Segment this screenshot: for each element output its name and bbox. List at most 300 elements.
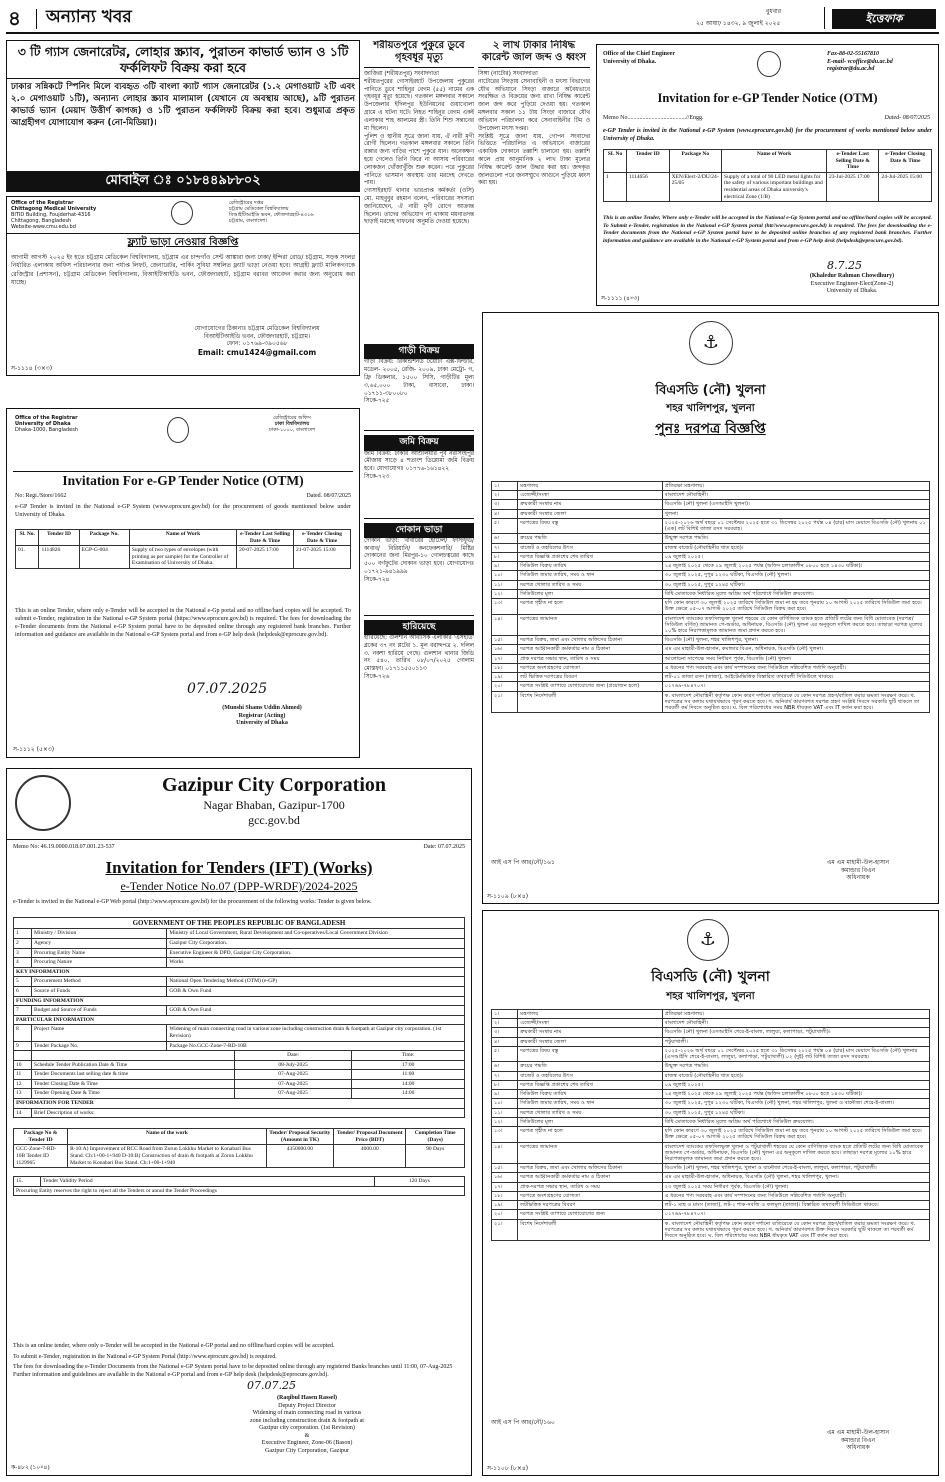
gas-ad-headline: ৩ টি গ্যাস জেনারেটর, লোহার স্ক্র্যাব, পুরাতন কাভার্ড ভ্যান ও ১টি ফর্কলিফট বিক্রয় করা হবে — [7, 41, 359, 79]
du-eng-intro: e-GP Tender is invited in the National e-GP System (www.eprocure.gov.bd) for the procurement of works mentioned below under University of Dhaka. — [603, 128, 932, 143]
cmu-ad-code: স-১১১৪ (৩×৩) — [11, 364, 53, 372]
gcc-section-header: KEY INFORMATION — [14, 967, 465, 977]
gcc-info-cell: 5 — [14, 977, 32, 987]
du-store-dated: Dated. 08/07/2025 — [306, 493, 351, 499]
bsd1-cell: দরপত্র সংশ্লিষ্ট ব্যাপারে যোগাযোগের জন্য (প্রয়োজন হলে) — [518, 682, 663, 691]
bsd1-cell: দরপত্র বিজ্ঞপ্তি প্রকাশের শেষ তারিখ — [518, 552, 663, 561]
gcc-info-cell: Widening of main connecting road in various zone including construction drain & footpath at Gazipur city corporation. (1st Revision) — [167, 1025, 465, 1041]
gcc-section-header: FUNDING INFORMATION — [14, 996, 465, 1006]
news-headline-1: শরীয়তপুরে পুকুরে ডুবে গৃহবধূর মৃত্যু — [364, 40, 474, 68]
table-row — [492, 1164, 930, 1173]
bsd2-cell: ১০। — [492, 1099, 518, 1108]
du-engineer-tender-notice — [596, 44, 939, 306]
table-row — [492, 509, 930, 518]
news-headline-2: ২ লাখ টাকার নিষিদ্ধ কারেন্ট জাল জব্দ ও ধ্বংস — [478, 40, 590, 68]
du-store-td-1: 1114826 — [39, 546, 79, 569]
table-row — [492, 663, 930, 672]
bsd2-cell: ৯। — [492, 1090, 518, 1099]
table-row — [492, 1173, 930, 1182]
table-row — [492, 1037, 930, 1046]
du-store-table — [15, 529, 351, 569]
bsd2-signer: এম এম মাহামী-উল-হাসান — [826, 1429, 890, 1436]
table-row — [492, 1010, 930, 1019]
gcc-date-cell: 07-Aug-2025 — [234, 1089, 351, 1099]
news-story-2: সিঙ্গা (নাটোর) সংবাদদাতা নাটোরের সিংড়ায় সেনাবাহিনী ও মৎস্য বিভাগের যৌথ অভিযানে সিংড়া বাজারে অবৈধভাবে সংরক্ষিত ও বিক্রয়ের জন্য রাখা নিষিদ্ধ কারেন্ট জাল জব্দ করে পুড়িয়ে দেওয়া হয়। গতকাল মঙ্গলবার সকাল ১১ টায় সিংড়া বাজারে যৌথ অভিযান পরিচালনা করে সেনাবাহিনীর টিম ও উপজেলা মৎস্য দপ্তর। সংশ্লিষ্ট সূত্রে জানা যায়, গোপন সংবাদের ভিত্তিতে পরিচালিত এ অভিযানে বাজারের একাধিক দোকানে তল্লাশি চালানো হয়। তল্লাশি কালে প্রায় আনুমানিক ২ লাখ টাকা মূল্যের নিষিদ্ধ কারেন্ট জাল উদ্ধার করা হয়। জব্দকৃত জালগুলো পরে জনসম্মুখে আগুনে পুড়িয়ে ধ্বংস করা হয়। — [478, 71, 590, 187]
gcc-addr: Nagar Bhaban, Gazipur-1700 — [203, 798, 345, 812]
bsd2-signer-title-1: অধিনায়ক — [846, 1444, 870, 1451]
table-row — [14, 1060, 465, 1070]
gcc-note-2: To submit e-Tender, registration in the National e-GP System Portal (http://www.eprocure.gov.bd) is required. — [13, 1353, 277, 1360]
bsd1-cell: সিডিউল বিক্রয় তারিখ — [518, 562, 663, 571]
du-eng-td-2: XEN/Elect-2/DU/24-25/05 — [669, 172, 721, 201]
gcc-info-cell: Ministry / Division — [32, 929, 167, 939]
cmu-office-en-2: BITID Building, Foujderhat-4316 — [11, 212, 91, 218]
bsd2-cell: বিধি মোতাবেক নির্ধারিত মূল্যে অগ্রিম অর্থ পরিশোধে সিডিউল ক্রয়যোগ্য। — [662, 1117, 929, 1126]
navy-anchor-icon-2: ⚓ — [687, 919, 729, 961]
bsd1-cell: এ ধরনের পণ্য সরবরাহ এবং কার্য সম্পাদনের জন্য সিডিউলে সন্নিবেশিত শর্তাদি অনুযায়ী। — [662, 663, 929, 672]
gcc-work-td-0: GCC-Zone-7-RD-10B Tender ID 1129965 — [14, 1145, 68, 1168]
bsd2-cell: দরপত্রের জামানত — [518, 1142, 663, 1164]
cmu-office-en-0: Office of the Registrar — [11, 200, 74, 206]
bsd2-cell: রাজস্ব বাজেট (নৌবাহিনীর খাত হতে)। — [662, 1071, 929, 1080]
du-eng-email2: registrar@du.ac.bd — [827, 66, 875, 72]
gcc-info-title: INFORMATION FOR TENDER — [14, 1099, 465, 1109]
bsd2-cell: এ ধরনের পণ্য সরবরাহ এবং কার্য সম্পাদনের জন্য সিডিউলে সন্নিবেশিত শর্তাদি অনুযায়ী। — [662, 1191, 929, 1200]
bsd1-cell: ৬। — [492, 534, 518, 543]
gcc-info-cell: Gazipur City Corporation. — [167, 938, 465, 948]
bsd2-cell: ৫। — [492, 1046, 518, 1061]
table-row — [492, 1019, 930, 1028]
bsd2-cell: বাজেট ও তহবিলের উৎস — [518, 1071, 663, 1080]
bsd1-cell: উন্মুক্ত দরপত্র পদ্ধতি। — [662, 534, 929, 543]
bsd1-cell: বিএসডি (নৌ) খুলনা, শহর খালিশপুর, খুলনা। — [662, 636, 929, 645]
bsd2-cell: যদি কোন কারণে ৩০ জুলাই ২০২৫ তারিখে সিডিউল জমা না হয় তবে পুনরায় ১০ আগস্ট ২০২৫ তারিখে সিডিউল জমা হবে। উক্ত ক্ষেত্রে ০৫-০৭ আগস্ট ২০২৫ তারিখে সিডিউল বিক্রয় করা হবে। — [662, 1127, 929, 1142]
table-row — [492, 1099, 930, 1108]
bsd2-cell: ক্রয়কারী সংস্থার জেলা — [518, 1037, 663, 1046]
gcc-site: gcc.gov.bd — [248, 813, 300, 827]
gcc-info-cell: Agency — [32, 938, 167, 948]
cmu-seal-icon — [171, 201, 193, 225]
bsd1-cell: বাংলাদেশ ব্যাংকের তফসিলভুক্ত খুলনা শহরের যে কোন বাণিজ্যিক ব্যাংক হতে প্রতিটি লটের জন্য বিধি মোতাবেক (দরপত্র/সিডিউল বর্ণিত) জামানত পে-অর্ডার, অধিনায়ক, বিএসডি (নৌ) খুলনা এর অনুকূলে দাখিল করতে হবে। তাছাড়া দরপত্র মূল্যের ১০% হারে নিরাপত্তামূলক জামানত জমা প্রদান করতে হবে। — [662, 614, 929, 636]
du-store-office-bn-0: রেজিস্ট্রারের অফিস — [273, 415, 311, 421]
table-row — [14, 1025, 465, 1041]
table-row — [492, 1142, 930, 1164]
bsd1-ref: আই এস পি আর/নৌ/১৬১ — [491, 859, 555, 866]
table-row — [14, 929, 465, 939]
bsd1-cell: ১০। — [492, 571, 518, 580]
du-eng-td-5: 24-Jul-2025 15:00 — [879, 172, 932, 201]
land-sale-text: জমি বিক্রয়: ঢাকার আশুলিয়ার পূর্ব নরসিংহপুর মৌজায় সাড়ে ৪ শতাংশ ডিপ্লোমা জমি বিক্রয় হবে। যোগাযোগঃ ০১৭৭৬-১৬১৪২২ সিকে-৭২৩ — [364, 451, 474, 519]
gcc-work-th-1: Name of the work — [68, 1129, 266, 1145]
gcc-date-cell: Tender Opening Date & Time — [32, 1089, 235, 1099]
table-row — [492, 571, 930, 580]
gcc-date-head-0: Date: — [234, 1051, 351, 1061]
bsd1-title: পুনঃ দরপত্র বিজ্ঞপ্তি — [655, 421, 766, 437]
table-row — [14, 1145, 465, 1168]
du-store-signer-title-0: Registrar (Acting) — [238, 712, 286, 719]
gazipur-city-tender-notice — [6, 768, 472, 1476]
table-row — [492, 491, 930, 500]
bsd1-cell: ১৪। — [492, 614, 518, 636]
du-eng-title: Invitation for e-GP Tender Notice (OTM) — [657, 91, 878, 105]
du-eng-fax: Fax-88-02-55167810 — [827, 51, 879, 57]
table-row — [492, 534, 930, 543]
du-eng-office-0: Office of the Chief Engineer — [603, 51, 675, 57]
du-eng-signer-title-0: Executive Engineer-Elect(Zone-2) — [810, 280, 894, 287]
bsd1-code: স-১১০৯ (৮×৪) — [487, 892, 529, 900]
du-eng-th-5: e-Tender Closing Date & Time — [879, 150, 932, 173]
du-eng-td-1: 1114656 — [626, 172, 669, 201]
gcc-info-cell: Procuring Entity Name — [32, 948, 167, 958]
bsd-khulna-retender-notice — [482, 312, 939, 904]
gcc-info-cell: Procurement Method — [32, 977, 167, 987]
du-eng-office-1: University of Dhaka. — [603, 58, 657, 65]
table-row — [492, 500, 930, 509]
gcc-intro: e-Tender is invited in the National e-GP Web portal (http://www.eprocure.gov.bd) for the procurement of the following works: Tender is given below. — [13, 899, 372, 905]
du-store-seal-icon — [167, 417, 189, 443]
bsd2-cell: বাংলাদেশ নৌবাহিনী। — [662, 1019, 929, 1028]
bsd1-cell: ২। — [492, 491, 518, 500]
cmu-contact-label: যোগাযোগের ঠিকানাঃ চট্টগ্রাম মেডিকেল বিশ্ববিদ্যালয় — [194, 325, 320, 332]
bsd2-cell: ক. বাংলাদেশ নৌবাহিনী কর্তৃপক্ষ কোন কারণ দর্শানো ব্যতিরেকে যে কোন দরপত্র গ্রহণ/বাতিল করার ক্ষমতা সংরক্ষণ করে। খ. দরপত্রের সব কলাম যথাযথভাবে পূরণ করতে হবে। গ. অনিবার্য কারণবশত উক্ত দিবসে সরকারি ছুটি থাকলে তা পরবর্তী কর্ম দিবসে অনুষ্ঠিত হবে। ঘ. বিল পরিশোধের সময় NBR র্ধাযকৃত VAT এবং IT কর্তন করা হবে। — [662, 1219, 929, 1241]
gcc-info-cell: Project Name — [32, 1025, 167, 1041]
table-row — [492, 654, 930, 663]
table-row — [14, 996, 465, 1006]
bsd2-cell: ২। — [492, 1019, 518, 1028]
bsd1-cell: দরপত্র বিক্রয়, জমা এবং খোলার অফিসের ঠিকানা — [518, 636, 663, 645]
bsd2-cell: ১। — [492, 1010, 518, 1019]
bsd2-cell: ৪। — [492, 1037, 518, 1046]
news-column-2 — [478, 40, 590, 304]
bsd1-table — [491, 481, 930, 713]
bsd2-signer-title-0: কমান্ডার বিএন — [840, 1436, 876, 1444]
gas-ad-mobile: মোবাইল ঃ ০১৮৪৪৯৮৮০২ — [7, 171, 359, 191]
bsd1-cell: দরপত্র গৃহীত না হলে — [518, 599, 663, 614]
bsd1-cell: ৩০ জুলাই ২০২৫, দুপুর ১২৪৫ ঘটিকা। — [662, 580, 929, 589]
du-eng-td-3: Supply of a total of 90 LED metal lights for the safety of various important buildings and residential areas of Dhaka university's electrical Zone (1/B) — [722, 172, 827, 201]
bsd1-cell: ১৬। — [492, 645, 518, 654]
table-row — [14, 1015, 465, 1025]
news-story-1: জাজিরা (শরীয়তপুর) সংবাদদাতা শরীয়তপুরের গোসাইরহাট উপজেলায় পুকুরের পানিতে ডুবে শাহিনুর বেগম (৫৫) নামের এক গৃহবধূর মৃত্যু হয়েছে। গতকাল মঙ্গলবার সকালে উপজেলার ইদিলপুর ইউনিয়নের গুয়াখোলা গ্রামে এ ঘটনা ঘটে। নিহত শাহিনুর বেগম একই এলাকার শাহ আলমের স্ত্রী। তিনি শিশু সন্তানের মা ছিলেন। পুলিশ ও স্থানীয় সূত্রে জানা যায়, ঐ নারী মৃগী রোগী ছিলেন। গতকাল মঙ্গলবার সকালে তিনি রান্নার জন্য বাড়ির পাশে পুকুরে যান। অনেকক্ষণ হয়ে গেলেও তিনি ফিরে না আসায় পরিবারের লোকজন খোঁজাখুঁজি শুরু করেন। পরে পুকুরের পানিতে ভাসমান অবস্থায় তার মরদেহ দেখতে পায়। গোসাইরহাট থানার ভারপ্রাপ্ত কর্মকর্তা (ওসি) মো. মাহবুবুর রহমান বলেন, পরিবারের সদস্যরা জানিয়েছেন, ঐ নারী মৃগী রোগে আক্রান্ত ছিলেন। তাদের অভিযোগ না থাকায় ময়নাতদন্ত ছাড়াই মরদেহ দাফনের অনুমতি দেওয়া হয়েছে। — [364, 71, 474, 226]
gcc-info-cell: Ministry of Local Government, Rural Development and Co-operatives/Local Government Division — [167, 929, 465, 939]
du-eng-td-0: 1 — [604, 172, 627, 201]
table-row — [492, 1028, 930, 1037]
gcc-work-td-4: 90 Days — [406, 1145, 465, 1168]
table-row — [492, 636, 930, 645]
gcc-validity-value: 120 Days — [374, 1177, 464, 1187]
gcc-date-cell: 13 — [14, 1089, 32, 1099]
gcc-info-cell: 1 — [14, 929, 32, 939]
bsd1-cell: ০৯ জুলাই ২০২৫। — [662, 552, 929, 561]
table-row — [492, 580, 930, 589]
gcc-signer-1: Widening of main connecting road in various — [252, 1410, 362, 1416]
bsd1-signer: এম এম মাহামী-উল-হাসান — [826, 859, 890, 866]
gcc-signer: (Raqibul Hasen Rassel) — [276, 1395, 337, 1401]
shop-rent-text: দোকান ভাড়া: খাবারের হোটেল/ ফাস্টফুড/ কাবাব/ বিরিয়ানি/ কনফেকশনারি/ মিষ্টির দোকানের জন্য মিরপুর-১০ গোলচত্বরের কাছে ৫০০ বর্গফুটের দোকান ভাড়া হবে। যোগাযোগঃ ০১৭২১-৯৪১৯৯৯ সিকে-৭২৪ — [364, 538, 474, 616]
gcc-info-cell: Source of Funds — [32, 986, 167, 996]
bsd1-signer-title-1: অধিনায়ক — [846, 874, 870, 881]
du-store-office-1: University of Dhaka — [15, 421, 71, 427]
gcc-info-cell: Budget and Source of Funds — [32, 1006, 167, 1016]
table-row — [492, 518, 930, 533]
gcc-date-cell: Tender Closing Date & Time — [32, 1079, 235, 1089]
bsd1-cell: দরপত্রে অংশগ্রহণের যোগ্যতা — [518, 663, 663, 672]
gcc-info-table — [13, 917, 465, 1051]
bsd2-cell: ১১। — [492, 1108, 518, 1117]
page-header — [6, 4, 939, 34]
gcc-note-1: This is an online tender, where only e-Tender will be accepted in the National e-GP portal and no offline/hard copies will be accepted. — [13, 1343, 335, 1349]
gcc-work-th-4: Completion Time (Days) — [406, 1129, 465, 1145]
bsd2-cell: উন্মুক্ত দরপত্র পদ্ধতি। — [662, 1062, 929, 1071]
bsd1-cell: ২০। — [492, 682, 518, 691]
table-row — [14, 1070, 465, 1080]
gcc-signer-5: Executive Engineer, Zone-06 (Bason) — [261, 1440, 353, 1446]
bsd2-cell: ক্রয়ের পদ্ধতি — [518, 1062, 663, 1071]
bsd1-cell: ১৩। — [492, 599, 518, 614]
du-store-th-1: Tender ID — [39, 530, 79, 546]
bsd1-cell: ০১৭৬৯-৭৮৪৭০৭। — [662, 682, 929, 691]
bsd2-cell: ১৫। — [492, 1164, 518, 1173]
table-row — [14, 1089, 465, 1099]
shop-rent-title: দোকান ভাড়া — [364, 523, 474, 538]
bsd2-cell: ৩। — [492, 1028, 518, 1037]
bsd2-cell: দরপত্র আহ্বানকারী কর্মকর্তার নাম ও ঠিকানা — [518, 1173, 663, 1182]
gcc-info-cell: GOB & Own Fund — [167, 986, 465, 996]
bsd2-cell: ০১৭৬৯-৭৮৪৭০৭। — [662, 1210, 929, 1219]
table-row — [492, 1046, 930, 1061]
du-store-signature: 07.07.2025 — [187, 681, 268, 697]
du-store-td-5: 21-07-2025 15:00 — [294, 546, 351, 569]
table-row — [492, 1210, 930, 1219]
bsd2-cell: ২০। — [492, 1210, 518, 1219]
bsd1-cell: বিধি মোতাবেক নির্ধারিত মূল্যে অগ্রিম অর্থ পরিশোধে সিডিউল ক্রয়যোগ্য। — [662, 589, 929, 598]
cmu-phone: ফোন: ০১৭৬৯-৩৯০৫৬৮ — [226, 340, 288, 347]
gcc-signer-2: zone including construction drain & footpath at — [250, 1417, 364, 1424]
bsd1-cell: মন্ত্রণালয় — [518, 482, 663, 491]
bsd2-cell: ১৮। — [492, 1191, 518, 1200]
bsd2-cell: এজেন্সী/সংস্থা — [518, 1019, 663, 1028]
bsd1-cell: ১৪ জুলাই ২০২৫ থেকে ২৯ জুলাই ২০২৫ পর্যন্ত (অফিস চলাকালীন ০৮০০ হতে ১৪৩০ ঘটিকা)। — [662, 562, 929, 571]
bsd1-cell: ৯। — [492, 562, 518, 571]
bsd2-cell: সিডিউল জমার তারিখ, সময় ও স্থান — [518, 1099, 663, 1108]
table-row — [492, 562, 930, 571]
bsd2-cell: বাংলাদেশ ব্যাংকের তফসিলভুক্ত খুলনা ও পটুয়াখালী শহরের যে কোন বাণিজ্যিক ব্যাংক হতে প্রতিটি লটের জন্য বিধি মোতাবেক জামানত পে-অর্ডার, অধিনায়ক, বিএসডি (নৌ) খুলনা এর অনুকূলে দাখিল করতে হবে। তাছাড়া দরপত্র মূল্যের ১০% হারে নিরাপত্তামূলক জামানত জমা প্রদান করতে হবে। — [662, 1142, 929, 1164]
gcc-section-header: PARTICULAR INFORMATION — [14, 1015, 465, 1025]
newspaper-logo: ইত্তেফাক — [832, 9, 936, 29]
bsd2-cell: দরপত্র গৃহীত না হলে — [518, 1127, 663, 1142]
bsd2-cell: দরপত্রের বিষয় বস্তু — [518, 1046, 663, 1061]
cmu-email: Email: cmu1424@gmail.com — [197, 347, 317, 357]
du-store-tender-notice — [6, 408, 360, 758]
table-row — [14, 977, 465, 987]
bsd2-cell: প্রতিরক্ষা মন্ত্রণালয়। — [662, 1010, 929, 1019]
gcc-validity-no: 15. — [14, 1177, 41, 1187]
cmu-flat-rent-notice — [6, 196, 360, 376]
table-row — [492, 1117, 930, 1126]
bsd1-cell: ২০২৫-২০২৬ অর্থ বছরে ০১ সেপ্টেম্বর ২০২৫ হতে ৩১ ডিসেম্বর ২০২৫ পর্যন্ত ০৪ (চার) মাস মেয়াদে বিএসডি (নৌ) খুলনায় ০১ (এক) লট বিশিষ্ট তাজা রসদ সরবরাহ। — [662, 518, 929, 533]
gcc-date-cell: Schedule Tender Publication Date & Time — [32, 1060, 235, 1070]
bsd1-cell: লট ভিত্তিক দরপত্রের বিবরণ — [518, 673, 663, 682]
table-row — [492, 1108, 930, 1117]
bsd1-cell: সিডিউল জমার তারিখ, সময় ও স্থান — [518, 571, 663, 580]
page-number: ৪ — [8, 6, 21, 30]
gcc-info-cell: GOB & Own Fund — [167, 1006, 465, 1016]
gcc-info-cell: Tender Package No. — [32, 1041, 167, 1051]
gcc-info-cell: Executive Engineer & DPD, Gazipur City Corporation. — [167, 948, 465, 958]
bsd2-cell: দরপত্র সংশ্লিষ্ট ব্যাপারে যোগাযোগের জন্য — [518, 1210, 663, 1219]
bsd2-cell: ৬। — [492, 1062, 518, 1071]
du-store-td-3: Supply of two types of envelopes (with printing as per sample) for the Controller of Examination of University of Dhaka. — [129, 546, 236, 569]
bsd1-cell: লট-০১ তাজা রসদ (তাজা), আইটেমভিত্তিক বিস্তারিত তথ্যাবলী সিডিউলে থাকবে। — [662, 673, 929, 682]
gcc-date-cell: 17:00 — [352, 1060, 465, 1070]
section-title: অন্যান্য খবর — [46, 7, 132, 27]
bsd1-cell: দরপত্রের বিষয় বস্তু — [518, 518, 663, 533]
du-eng-memo: Memo No.......................................//Engg. — [603, 115, 704, 121]
gcc-code: ক-৪৮২ (১০×৪) — [11, 1464, 50, 1471]
land-sale-title: জমি বিক্রয় — [364, 435, 474, 450]
bsd2-cell: ১৪। — [492, 1142, 518, 1164]
gcc-date: Date: 07.07.2025 — [423, 844, 465, 850]
header-date: ২৫ আষাঢ় ১৪৩২, ৯ জুলাই ২০২৫ — [696, 20, 781, 27]
bsd1-cell: ক্রয়ের পদ্ধতি — [518, 534, 663, 543]
bsd1-cell: ক. বাংলাদেশ নৌবাহিনী কর্তৃপক্ষ কোন কারণ দর্শানো ব্যতিরেকে যে কোন দরপত্র গ্রহণ/বাতিল করার ক্ষমতা সংরক্ষণ করে। খ. দরপত্রের সব কলাম যথাযথভাবে পূরণ করতে হবে। গ. অনিবার্য কারণবশত দরপত্র গ্রহণ সংশ্লিষ্ট দিবসে সরকারি ছুটি থাকলে তা পরবর্তী কর্ম দিবসে অনুষ্ঠিত হবে। ঘ. বিল পরিশোধের সময় NBR র্ধাযকৃত VAT এবং IT কর্তন করা হবে। — [662, 691, 929, 713]
gcc-info-cell: 4 — [14, 958, 32, 968]
gcc-date-cell: 14:00 — [352, 1089, 465, 1099]
bsd1-cell: ১১। — [492, 580, 518, 589]
bsd1-cell: ১৮। — [492, 663, 518, 672]
bsd1-signer-title-0: কমান্ডার বিএন — [840, 866, 876, 874]
table-row — [492, 1090, 930, 1099]
gcc-work-table — [13, 1128, 465, 1168]
table-row — [492, 614, 930, 636]
bsd1-cell: বিশেষ নির্দেশাবলী — [518, 691, 663, 713]
gcc-signer-6: Gazipur City Corporation, Gazipur — [265, 1447, 349, 1454]
bsd1-cell: ক্রয়কারী সংস্থার নাম — [518, 500, 663, 509]
du-store-signer-title-1: University of Dhaka — [236, 720, 288, 726]
bsd2-cell: দরপত্রে অংশগ্রহণের যোগ্যতা — [518, 1191, 663, 1200]
table-row — [14, 986, 465, 996]
gcc-date-cell: 10 — [14, 1060, 32, 1070]
gcc-name: Gazipur City Corporation — [161, 774, 387, 796]
gcc-brief-label: Brief Description of works: — [32, 1108, 465, 1118]
du-store-td-0: 01. — [16, 546, 39, 569]
bsd2-code: স-১১০৮ (৮×৪) — [487, 1464, 529, 1472]
table-row — [492, 1127, 930, 1142]
gcc-reject: Procuring Entity reserves the right to reject all the Tenders or annul the Tender Proceedings — [14, 1186, 465, 1196]
bsd2-name: বিএসডি (নৌ) খুলনা — [651, 969, 770, 985]
bsd1-cell: ক্রয়কারী সংস্থার জেলা — [518, 509, 663, 518]
gcc-signature: 07.07.25 — [247, 1379, 296, 1392]
du-eng-note: This is an online Tender, Where only e-Tender will be accepted in the National e-Gp System portal and no offline/hard copies will be accepted. To Submit e-Tender, registration in the National e-GP System portal (htt//www.eprocure.gov.bd) is required. The fees for downloading the e-Tender documents from the National e-GP System portal have to be deposited online branches of any registered bank branches. Further information and guidance are available in the National e-GP System portal and from e-GP help desk (helpdesk@eprocure.gov.bd). — [603, 215, 932, 244]
du-eng-signature: 8.7.25 — [827, 259, 862, 272]
bsd1-cell: প্রতিরক্ষা মন্ত্রণালয়। — [662, 482, 929, 491]
du-store-th-5: e-Tender Closing Date & Time — [294, 530, 351, 546]
bsd2-cell: ১৯। — [492, 1201, 518, 1210]
bsd1-name: বিএসডি (নৌ) খুলনা — [655, 383, 766, 398]
bsd2-cell: ০৯ জুলাই ২০২৫। — [662, 1080, 929, 1089]
gcc-info-cell: 3 — [14, 948, 32, 958]
bsd2-cell: ১৩। — [492, 1127, 518, 1142]
du-eng-th-0: SL No — [604, 150, 627, 173]
du-store-td-2: EGP-G-004 — [79, 546, 129, 569]
du-store-office-bn-1: ঢাকা বিশ্ববিদ্যালয় — [274, 421, 310, 427]
du-eng-signer: (Khaledur Rahman Chowdhury) — [809, 273, 895, 279]
du-eng-dated: Dated- 08/07/2025 — [884, 115, 930, 121]
du-eng-seal-icon — [757, 51, 781, 77]
gcc-info-cell: Package No.GCC-Zone-7-RD-10B — [167, 1041, 465, 1051]
table-row — [492, 1062, 930, 1071]
bsd2-cell: দরপত্র খোলার তারিখ ও সময় — [518, 1108, 663, 1117]
gcc-work-td-3: 4000.00 — [334, 1145, 406, 1168]
table-row — [14, 1006, 465, 1016]
bsd2-sub: শহর খালিশপুর, খুলনা — [666, 991, 755, 1002]
gcc-info-cell: Procuring Nature — [32, 958, 167, 968]
gcc-brief-no: 14 — [14, 1108, 32, 1118]
gcc-sub: e-Tender Notice No.07 (DPP-WRDF)/2024-2025 — [120, 879, 358, 893]
table-row — [14, 1079, 465, 1089]
du-eng-td-4: 23-Jul-2025 17:00 — [827, 172, 879, 201]
bsd1-cell: বাংলাদেশ নৌবাহিনী। — [662, 491, 929, 500]
bsd2-cell: পটুয়াখালী। — [662, 1037, 929, 1046]
bsd1-cell: দরপত্র খোলার তারিখ ও সময় — [518, 580, 663, 589]
bsd1-cell: ১। — [492, 482, 518, 491]
table-row — [14, 948, 465, 958]
gcc-logo-icon — [15, 775, 71, 831]
du-eng-th-4: e-Tender Last Selling Date & Time — [827, 150, 879, 173]
gcc-gov: GOVERNMENT OF THE PEOPLES REPUBLIC OF BANGLADESH — [14, 918, 465, 929]
bsd1-cell: ৩। — [492, 500, 518, 509]
bsd2-cell: বিএসডি (নৌ) খুলনা (এসআইসি শেরে-ই-বাংলা, লালুয়া, কলাপাড়া, পটুয়াখালী)। — [662, 1028, 929, 1037]
gcc-title: Invitation for Tenders (IFT) (Works) — [105, 858, 373, 877]
du-store-code: স-১১১২ (৫×৩) — [13, 745, 55, 753]
bsd1-cell: এজেন্সী/সংস্থা — [518, 491, 663, 500]
table-row — [492, 691, 930, 713]
du-store-office-bn-2: ঢাকা-১০০০, বাংলাদেশ — [268, 427, 316, 433]
bsd1-cell: ২১। — [492, 691, 518, 713]
du-eng-th-3: Name of Work — [722, 150, 827, 173]
du-eng-table — [603, 149, 932, 202]
bsd2-cell: বিএসডি (নৌ) খুলনা, শহর খালিশপুর, খুলনা ও বানৌজা শেরে-ই-বাংলা, লালুয়া, কলাপাড়া, পটুয়াখালী। — [662, 1164, 929, 1173]
bsd1-cell: সিডিউলের মূল্য — [518, 589, 663, 598]
gcc-date-cell: 07-Aug-2025 — [234, 1070, 351, 1080]
table-row — [492, 645, 930, 654]
du-store-th-3: Name of Work — [129, 530, 236, 546]
du-store-th-2: Package No. — [79, 530, 129, 546]
gcc-info-cell: 6 — [14, 986, 32, 996]
news-column — [364, 40, 474, 764]
bsd2-cell: এম এম মাহামী-উল-হাসান, অধিনায়ক, বিএসডি (নৌ) খুলনা, শহর খালিশপুর, খুলনা। — [662, 1173, 929, 1182]
lost-title: হারিয়েছে — [364, 620, 474, 635]
gcc-info-cell: 7 — [14, 1006, 32, 1016]
bsd1-cell: এম এম মাহামী-উল-হাসান, কমান্ডার বিএন, অধিনায়ক, বিএসডি (নৌ) খুলনা। — [662, 645, 929, 654]
bsd1-cell: ৩০ জুলাই ২০২৫, দুপুর ১২৩০ ঘটিকা, বিএসডি (নৌ) খুলনা। — [662, 571, 929, 580]
gcc-work-td-2: 4350000.00 — [266, 1145, 334, 1168]
du-store-th-0: Sl. No. — [16, 530, 39, 546]
table-row — [492, 1201, 930, 1210]
bsd1-cell: আলোচনা সাপেক্ষে সময় নির্ধারণ পূর্বক, বিএসডি (নৌ) খুলনা। — [662, 654, 929, 663]
bsd1-cell: বিএসডি (নৌ) খুলনা (এসআইসি খুলনা)। — [662, 500, 929, 509]
du-store-td-4: 20-07-2025 17:00 — [237, 546, 294, 569]
car-sale-title: গাড়ী বিক্রয় — [364, 344, 474, 359]
bsd2-cell: ৩০ জুলাই ২০২৫, দুপুর ১২৩০ ঘটিকা, বিএসডি (নৌ) খুলনা, শহর খালিশপুর, খুলনা ও বানৌজা শেরে-ই-বাংলা। — [662, 1099, 929, 1108]
table-row — [492, 1071, 930, 1080]
gcc-date-cell: 08-July-2025 — [234, 1060, 351, 1070]
bsd1-cell: ১২। — [492, 589, 518, 598]
gcc-date-table — [13, 1050, 465, 1118]
header-day: বুধবার — [766, 8, 782, 15]
bsd1-cell: খুলনা। — [662, 509, 929, 518]
cmu-contact-addr: বিআইটিআইডি ভবন, ফৌজদারহাট, চট্টগ্রাম। — [203, 332, 311, 340]
